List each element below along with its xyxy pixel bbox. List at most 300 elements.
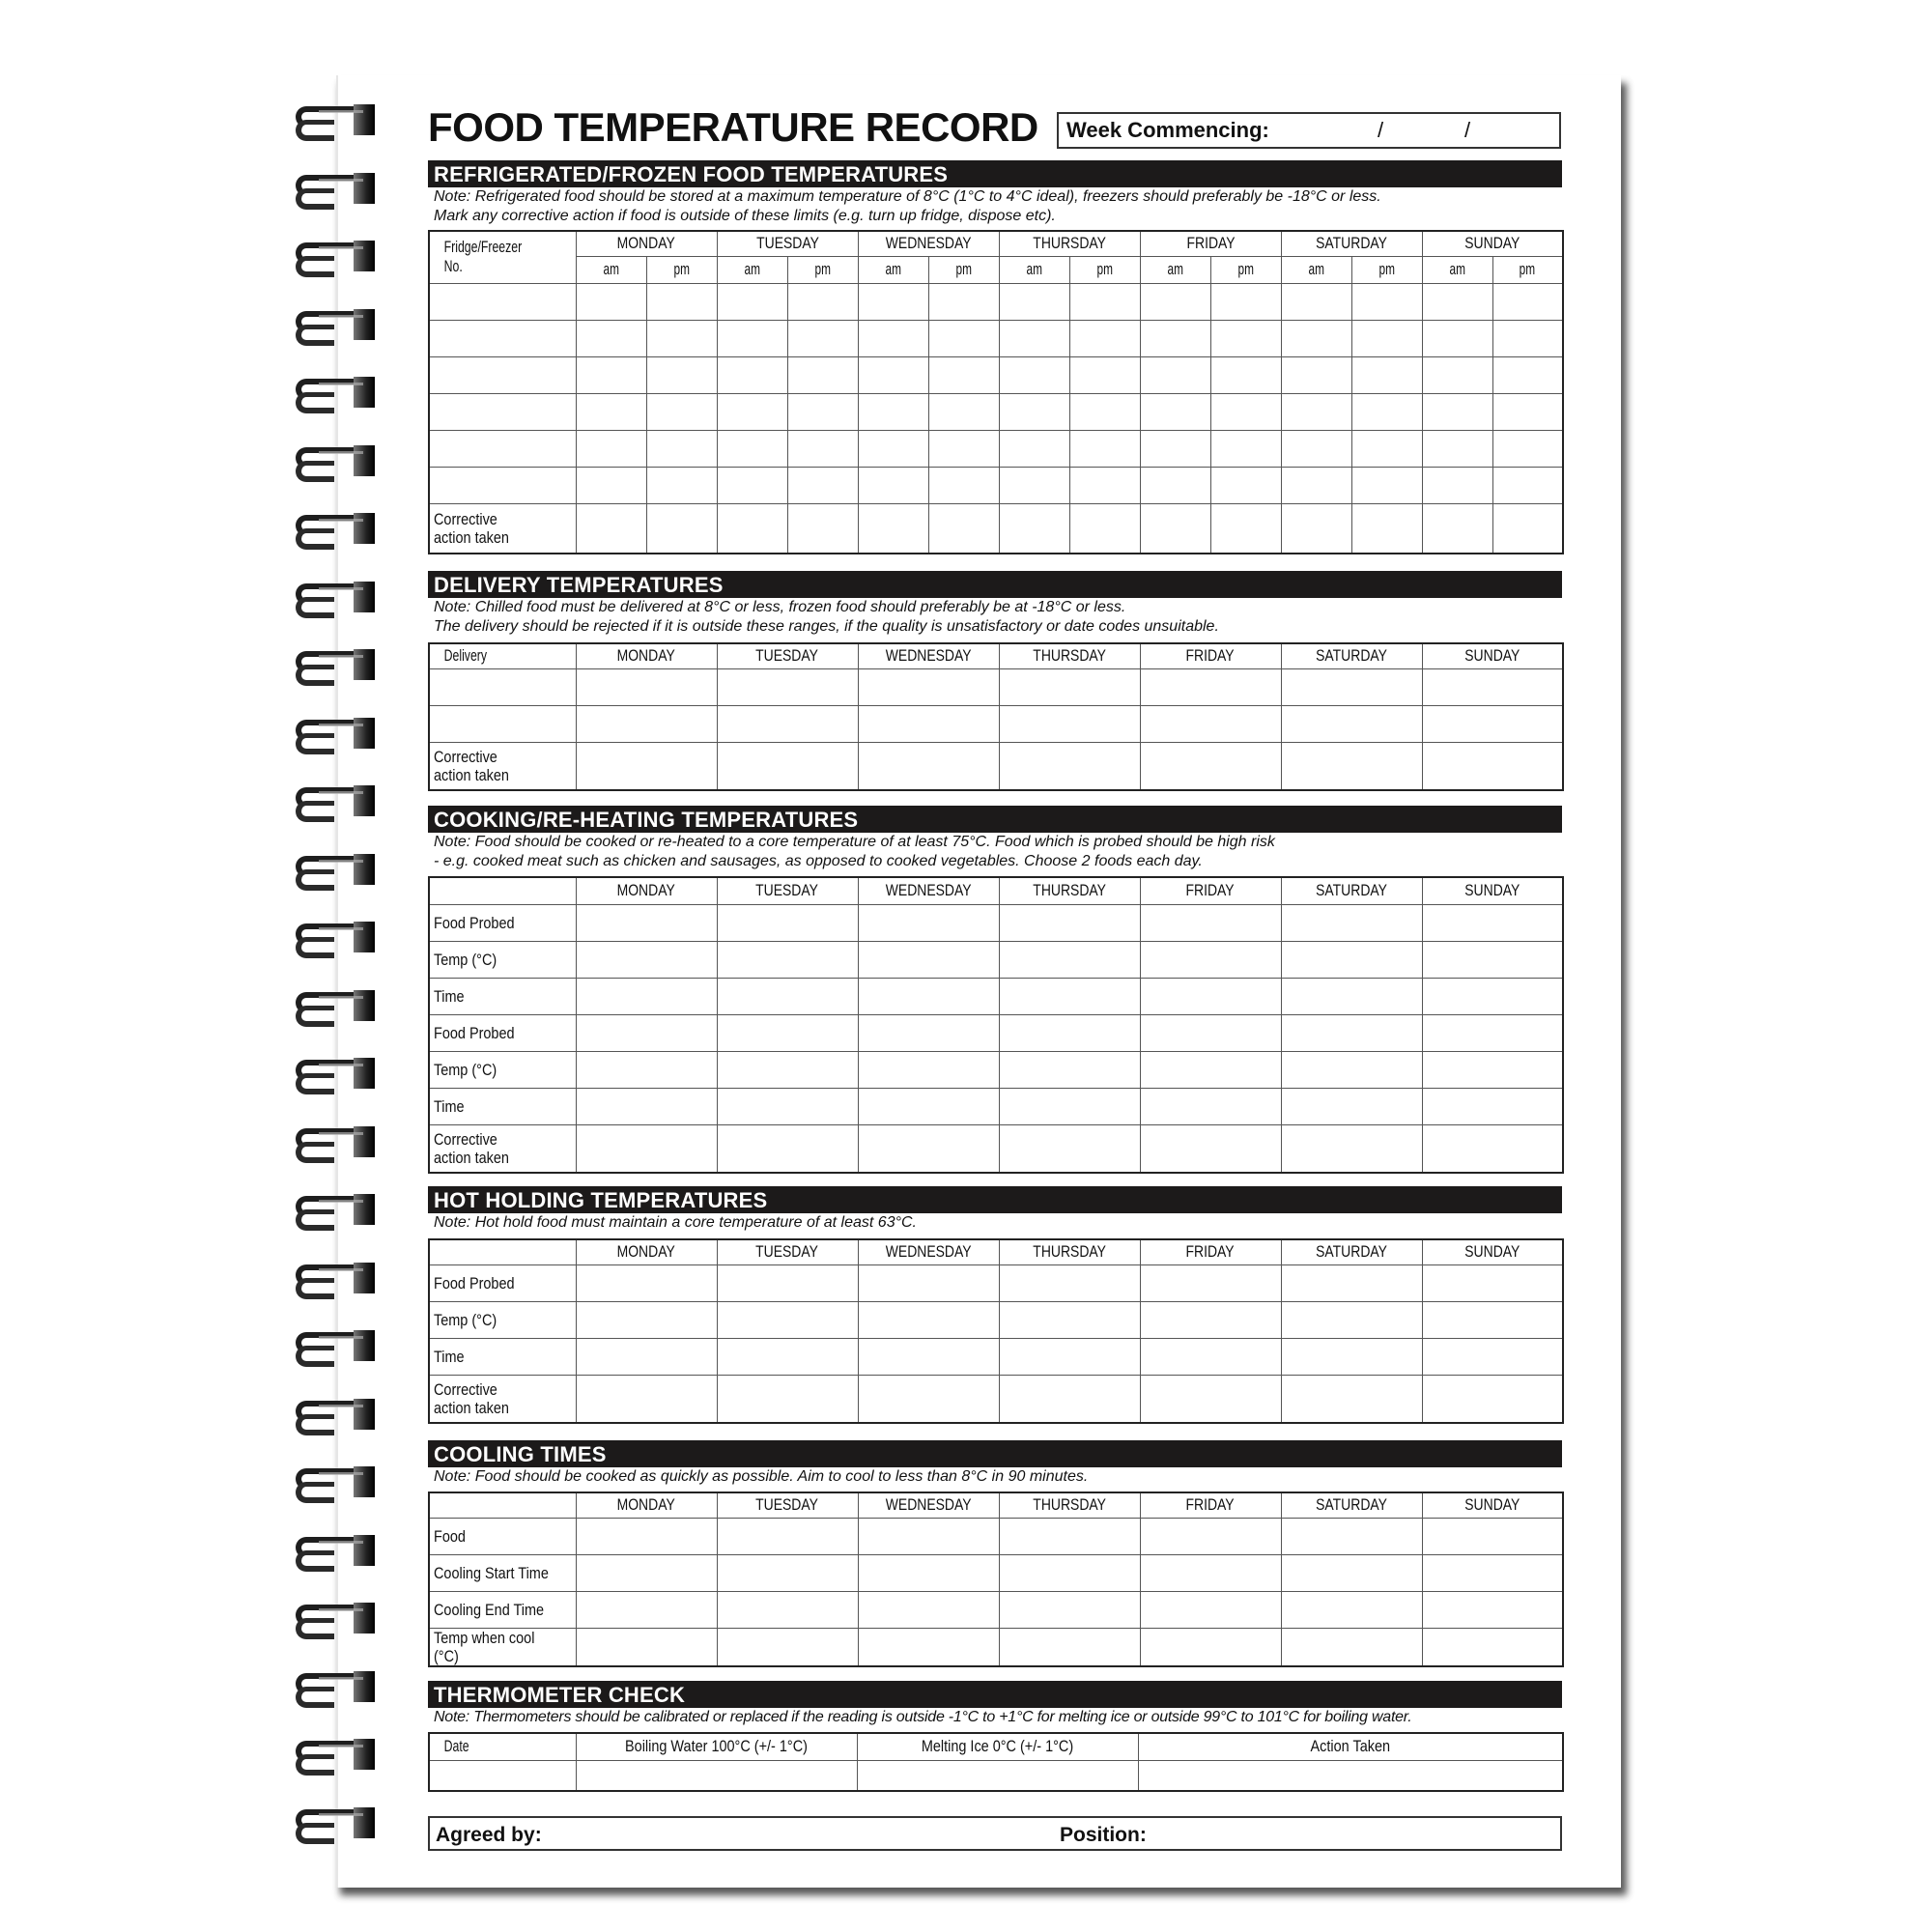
entry-cell[interactable] (1140, 1051, 1281, 1088)
entry-cell[interactable] (858, 668, 999, 705)
entry-cell[interactable] (999, 941, 1140, 978)
week-commencing-field[interactable] (1057, 112, 1561, 149)
temperature-cell[interactable] (1069, 393, 1140, 430)
entry-cell[interactable] (858, 705, 999, 742)
section-heading-hot-holding: HOT HOLDING TEMPERATURES (428, 1186, 1562, 1213)
entry-cell[interactable] (717, 941, 858, 978)
entry-cell[interactable] (858, 941, 999, 978)
corrective-action-cell[interactable] (1492, 503, 1563, 554)
row-label-header-text: Delivery (443, 646, 488, 666)
temperature-cell[interactable] (1422, 356, 1492, 393)
entry-cell[interactable] (1281, 1301, 1422, 1338)
temperature-cell[interactable] (999, 393, 1069, 430)
entry-cell[interactable] (1422, 1051, 1563, 1088)
temperature-cell[interactable] (1422, 283, 1492, 320)
temperature-cell[interactable] (576, 430, 646, 467)
entry-cell[interactable] (1140, 705, 1281, 742)
am-header (1287, 256, 1347, 283)
entry-cell[interactable] (1281, 1051, 1422, 1088)
corrective-action-cell[interactable] (1210, 503, 1281, 554)
day-header-wednesday-text: WEDNESDAY (885, 646, 972, 666)
temperature-cell[interactable] (1210, 283, 1281, 320)
temperature-cell[interactable] (1069, 320, 1140, 356)
entry-cell[interactable] (1422, 1375, 1563, 1423)
temperature-cell[interactable] (1351, 356, 1422, 393)
entry-cell[interactable] (999, 1338, 1140, 1375)
temperature-cell[interactable] (1492, 467, 1563, 503)
temperature-cell[interactable] (576, 283, 646, 320)
entry-cell[interactable] (1422, 742, 1563, 790)
entry-cell[interactable] (999, 705, 1140, 742)
day-header-friday (1140, 1492, 1281, 1518)
temperature-cell[interactable] (787, 320, 858, 356)
entry-cell[interactable] (1281, 1014, 1422, 1051)
temperature-cell[interactable] (646, 430, 717, 467)
temperature-cell[interactable] (1281, 356, 1351, 393)
entry-cell[interactable] (858, 1554, 999, 1591)
day-header-tuesday (717, 1492, 858, 1518)
entry-cell[interactable] (1422, 978, 1563, 1014)
temperature-cell[interactable] (1422, 430, 1492, 467)
temperature-cell[interactable] (1492, 320, 1563, 356)
entry-cell[interactable] (576, 1014, 717, 1051)
entry-cell[interactable] (858, 1051, 999, 1088)
entry-cell[interactable] (1140, 904, 1281, 941)
entry-cell[interactable] (1140, 1375, 1281, 1423)
entry-cell[interactable] (999, 1554, 1140, 1591)
day-header-tuesday-text: TUESDAY (755, 1242, 819, 1262)
entry-cell[interactable] (858, 742, 999, 790)
table-row (429, 1124, 1563, 1173)
corrective-action-cell[interactable] (717, 503, 787, 554)
section-heading-cooling: COOLING TIMES (428, 1440, 1562, 1467)
entry-cell[interactable] (576, 1591, 717, 1628)
temperature-cell[interactable] (1351, 467, 1422, 503)
temperature-cell[interactable] (999, 320, 1069, 356)
corrective-action-cell[interactable] (1351, 503, 1422, 554)
entry-cell[interactable] (717, 1628, 858, 1666)
entry-cell[interactable] (999, 1051, 1140, 1088)
day-header-friday-text: FRIDAY (1185, 234, 1236, 253)
entry-cell[interactable] (717, 705, 858, 742)
day-header-monday (576, 643, 717, 668)
entry-cell[interactable] (1422, 1518, 1563, 1554)
entry-cell[interactable] (1140, 1554, 1281, 1591)
temperature-cell[interactable] (787, 393, 858, 430)
entry-cell[interactable] (1422, 1591, 1563, 1628)
temperature-cell[interactable] (1492, 356, 1563, 393)
temperature-cell[interactable] (1069, 430, 1140, 467)
entry-cell[interactable] (1422, 941, 1563, 978)
thermometer-column-header-text: Date (443, 1737, 469, 1756)
entry-cell[interactable] (717, 1338, 858, 1375)
temperature-cell[interactable] (1492, 283, 1563, 320)
row-label-text: Time (434, 986, 465, 1006)
temperature-cell[interactable] (1069, 283, 1140, 320)
entry-cell[interactable] (1281, 941, 1422, 978)
day-header-monday (576, 877, 717, 904)
entry-cell[interactable] (1281, 978, 1422, 1014)
corrective-action-cell[interactable] (1069, 503, 1140, 554)
entry-cell[interactable] (576, 1628, 717, 1666)
day-header-wednesday (858, 231, 999, 256)
entry-cell[interactable] (576, 1124, 717, 1173)
fridge-number-cell[interactable] (429, 393, 576, 430)
entry-cell[interactable] (576, 668, 717, 705)
entry-cell[interactable] (1140, 1591, 1281, 1628)
temperature-cell[interactable] (858, 430, 928, 467)
temperature-cell[interactable] (928, 283, 999, 320)
fridge-number-cell[interactable] (429, 283, 576, 320)
temperature-cell[interactable] (1351, 283, 1422, 320)
day-header-friday-text: FRIDAY (1185, 646, 1236, 666)
temperature-cell[interactable] (717, 283, 787, 320)
temperature-cell[interactable] (787, 467, 858, 503)
entry-cell[interactable] (576, 904, 717, 941)
temperature-cell[interactable] (576, 393, 646, 430)
temperature-cell[interactable] (1210, 320, 1281, 356)
entry-cell[interactable] (576, 978, 717, 1014)
temperature-cell[interactable] (717, 320, 787, 356)
temperature-cell[interactable] (787, 430, 858, 467)
spiral-coil-icon (290, 515, 383, 557)
entry-cell[interactable] (1281, 668, 1422, 705)
entry-cell[interactable] (999, 978, 1140, 1014)
temperature-cell[interactable] (646, 283, 717, 320)
am-header-text: am (1449, 260, 1465, 278)
temperature-cell[interactable] (999, 430, 1069, 467)
day-header-monday-text: MONDAY (616, 1495, 676, 1515)
section-heading-thermometer: THERMOMETER CHECK (428, 1681, 1562, 1708)
entry-cell[interactable] (1140, 1124, 1281, 1173)
cooling-table (428, 1492, 1564, 1667)
temperature-cell[interactable] (576, 356, 646, 393)
entry-cell[interactable] (858, 1338, 999, 1375)
entry-cell[interactable] (858, 1264, 999, 1301)
entry-cell[interactable] (1281, 1375, 1422, 1423)
entry-cell[interactable] (999, 1124, 1140, 1173)
row-label-text: Food (434, 1526, 466, 1546)
entry-cell[interactable] (717, 1124, 858, 1173)
entry-cell[interactable] (576, 1518, 717, 1554)
am-header (1146, 256, 1206, 283)
entry-cell[interactable] (1140, 1088, 1281, 1124)
entry-cell[interactable] (717, 1014, 858, 1051)
temperature-cell[interactable] (1351, 393, 1422, 430)
entry-cell[interactable] (999, 1591, 1140, 1628)
entry-cell[interactable] (1281, 1628, 1422, 1666)
fridge-number-cell[interactable] (429, 320, 576, 356)
thermometer-column-header (597, 1733, 836, 1760)
temperature-cell[interactable] (646, 356, 717, 393)
temperature-cell[interactable] (1351, 430, 1422, 467)
entry-cell[interactable] (999, 1375, 1140, 1423)
entry-cell[interactable] (1140, 1014, 1281, 1051)
table-row (429, 1338, 1563, 1375)
entry-cell[interactable] (576, 1375, 717, 1423)
entry-cell[interactable] (999, 1088, 1140, 1124)
entry-cell[interactable] (576, 742, 717, 790)
entry-cell[interactable] (717, 904, 858, 941)
temperature-cell[interactable] (717, 356, 787, 393)
entry-cell[interactable] (576, 1554, 717, 1591)
row-label (429, 978, 576, 1014)
temperature-cell[interactable] (1422, 393, 1492, 430)
temperature-cell[interactable] (1210, 467, 1281, 503)
day-header-wednesday (858, 643, 999, 668)
corrective-action-cell[interactable] (1422, 503, 1492, 554)
entry-cell[interactable] (999, 1014, 1140, 1051)
entry-cell[interactable] (717, 1554, 858, 1591)
row-label (429, 1591, 576, 1628)
day-header-wednesday-text: WEDNESDAY (885, 1242, 972, 1262)
entry-cell[interactable] (717, 1518, 858, 1554)
entry-cell[interactable] (1281, 1124, 1422, 1173)
row-label-text: Food Probed (434, 913, 515, 932)
entry-cell[interactable] (1281, 705, 1422, 742)
spiral-coil-icon (290, 1128, 383, 1171)
temperature-cell[interactable] (858, 283, 928, 320)
temperature-cell[interactable] (999, 356, 1069, 393)
spiral-coil-icon (290, 923, 383, 966)
row-label-cell[interactable] (429, 705, 576, 742)
row-label-text: Temp when cool (°C) (434, 1628, 535, 1665)
temperature-cell[interactable] (717, 393, 787, 430)
temperature-cell[interactable] (1492, 430, 1563, 467)
entry-cell[interactable] (1422, 1338, 1563, 1375)
entry-cell[interactable] (576, 1264, 717, 1301)
temperature-cell[interactable] (717, 430, 787, 467)
entry-cell[interactable] (999, 1264, 1140, 1301)
entry-cell[interactable] (1140, 941, 1281, 978)
temperature-cell[interactable] (576, 320, 646, 356)
thermometer-entry-cell[interactable] (429, 1760, 576, 1791)
entry-cell[interactable] (999, 742, 1140, 790)
entry-cell[interactable] (1422, 1088, 1563, 1124)
temperature-cell[interactable] (1140, 467, 1210, 503)
temperature-cell[interactable] (646, 320, 717, 356)
entry-cell[interactable] (858, 1088, 999, 1124)
entry-cell[interactable] (1281, 1264, 1422, 1301)
temperature-cell[interactable] (1422, 320, 1492, 356)
day-header-thursday-text: THURSDAY (1033, 646, 1106, 666)
date-separator: / (1464, 118, 1471, 142)
entry-cell[interactable] (717, 1301, 858, 1338)
temperature-cell[interactable] (1281, 393, 1351, 430)
entry-cell[interactable] (717, 1051, 858, 1088)
corrective-action-cell[interactable] (928, 503, 999, 554)
entry-cell[interactable] (1281, 1088, 1422, 1124)
temperature-cell[interactable] (646, 467, 717, 503)
table-row (429, 904, 1563, 941)
entry-cell[interactable] (1422, 1014, 1563, 1051)
pm-header-text: pm (955, 260, 972, 278)
table-row (429, 1518, 1563, 1554)
corrective-action-cell[interactable] (646, 503, 717, 554)
fridge-number-cell[interactable] (429, 467, 576, 503)
entry-cell[interactable] (1140, 742, 1281, 790)
thermometer-entry-cell[interactable] (576, 1760, 857, 1791)
entry-cell[interactable] (1281, 1338, 1422, 1375)
row-label (429, 1014, 576, 1051)
temperature-cell[interactable] (1140, 430, 1210, 467)
day-header-monday-text: MONDAY (616, 646, 676, 666)
entry-cell[interactable] (1140, 1264, 1281, 1301)
thermometer-column-header-text: Boiling Water 100°C (+/- 1°C) (625, 1737, 808, 1756)
entry-cell[interactable] (858, 1518, 999, 1554)
thermometer-entry-cell[interactable] (857, 1760, 1138, 1791)
temperature-cell[interactable] (928, 320, 999, 356)
entry-cell[interactable] (1281, 742, 1422, 790)
entry-cell[interactable] (1281, 904, 1422, 941)
day-header-sunday-text: SUNDAY (1464, 1495, 1520, 1515)
entry-cell[interactable] (1140, 1338, 1281, 1375)
entry-cell[interactable] (1140, 1518, 1281, 1554)
day-header-tuesday (717, 643, 858, 668)
entry-cell[interactable] (717, 1591, 858, 1628)
temperature-cell[interactable] (858, 356, 928, 393)
entry-cell[interactable] (999, 1518, 1140, 1554)
temperature-cell[interactable] (1281, 283, 1351, 320)
entry-cell[interactable] (858, 904, 999, 941)
entry-cell[interactable] (1140, 978, 1281, 1014)
temperature-cell[interactable] (1069, 467, 1140, 503)
temperature-cell[interactable] (1351, 320, 1422, 356)
temperature-cell[interactable] (999, 283, 1069, 320)
temperature-cell[interactable] (1281, 467, 1351, 503)
day-header-friday (1140, 643, 1281, 668)
entry-cell[interactable] (717, 978, 858, 1014)
temperature-cell[interactable] (1210, 393, 1281, 430)
entry-cell[interactable] (1281, 1518, 1422, 1554)
entry-cell[interactable] (858, 1014, 999, 1051)
corrective-action-cell[interactable] (1140, 503, 1210, 554)
pm-header-text: pm (1520, 260, 1536, 278)
temperature-cell[interactable] (1140, 356, 1210, 393)
temperature-cell[interactable] (999, 467, 1069, 503)
entry-cell[interactable] (576, 1338, 717, 1375)
am-header-text: am (1308, 260, 1324, 278)
day-header-thursday-text: THURSDAY (1033, 1495, 1106, 1515)
entry-cell[interactable] (1281, 1591, 1422, 1628)
entry-cell[interactable] (1422, 904, 1563, 941)
corrective-action-label-text: Corrective action taken (434, 509, 509, 547)
am-header-text: am (1167, 260, 1183, 278)
corrective-action-cell[interactable] (858, 503, 928, 554)
temperature-cell[interactable] (1281, 320, 1351, 356)
entry-cell[interactable] (1140, 1628, 1281, 1666)
temperature-cell[interactable] (928, 356, 999, 393)
temperature-cell[interactable] (1140, 393, 1210, 430)
entry-cell[interactable] (999, 1628, 1140, 1666)
entry-cell[interactable] (1422, 1301, 1563, 1338)
entry-cell[interactable] (858, 1301, 999, 1338)
fridge-number-cell[interactable] (429, 430, 576, 467)
entry-cell[interactable] (1422, 705, 1563, 742)
entry-cell[interactable] (576, 705, 717, 742)
temperature-cell[interactable] (1140, 320, 1210, 356)
temperature-cell[interactable] (1140, 283, 1210, 320)
entry-cell[interactable] (858, 1591, 999, 1628)
temperature-cell[interactable] (1210, 430, 1281, 467)
table-row (429, 283, 1563, 320)
entry-cell[interactable] (1422, 668, 1563, 705)
entry-cell[interactable] (717, 742, 858, 790)
corrective-action-cell[interactable] (999, 503, 1069, 554)
temperature-cell[interactable] (928, 393, 999, 430)
corrective-action-cell[interactable] (576, 503, 646, 554)
temperature-cell[interactable] (787, 356, 858, 393)
temperature-cell[interactable] (1492, 393, 1563, 430)
row-label (429, 1051, 576, 1088)
entry-cell[interactable] (717, 1375, 858, 1423)
entry-cell[interactable] (858, 1375, 999, 1423)
temperature-cell[interactable] (928, 430, 999, 467)
entry-cell[interactable] (717, 668, 858, 705)
entry-cell[interactable] (717, 1264, 858, 1301)
thermometer-entry-cell[interactable] (1138, 1760, 1563, 1791)
temperature-cell[interactable] (717, 467, 787, 503)
entry-cell[interactable] (717, 1088, 858, 1124)
entry-cell[interactable] (858, 1628, 999, 1666)
cooking-table (428, 876, 1564, 1174)
temperature-cell[interactable] (1069, 356, 1140, 393)
table-row (429, 393, 1563, 430)
entry-cell[interactable] (858, 978, 999, 1014)
temperature-cell[interactable] (928, 467, 999, 503)
entry-cell[interactable] (1422, 1124, 1563, 1173)
row-label-header (440, 1239, 564, 1264)
row-label-text: Food Probed (434, 1273, 515, 1293)
spiral-coil-icon (290, 1264, 383, 1307)
entry-cell[interactable] (1422, 1264, 1563, 1301)
row-label-text: Cooling Start Time (434, 1563, 549, 1582)
day-header-thursday-text: THURSDAY (1033, 1242, 1106, 1262)
refrigerated-table (428, 230, 1564, 554)
day-header-friday (1140, 231, 1281, 256)
entry-cell[interactable] (576, 1301, 717, 1338)
temperature-cell[interactable] (1210, 356, 1281, 393)
temperature-cell[interactable] (858, 467, 928, 503)
entry-cell[interactable] (1422, 1554, 1563, 1591)
entry-cell[interactable] (999, 668, 1140, 705)
day-header-friday-text: FRIDAY (1185, 1495, 1236, 1515)
temperature-cell[interactable] (646, 393, 717, 430)
fridge-number-cell[interactable] (429, 356, 576, 393)
entry-cell[interactable] (576, 941, 717, 978)
entry-cell[interactable] (858, 1124, 999, 1173)
pm-header-text: pm (673, 260, 690, 278)
corrective-action-cell[interactable] (1281, 503, 1351, 554)
entry-cell[interactable] (576, 1088, 717, 1124)
temperature-cell[interactable] (1281, 430, 1351, 467)
entry-cell[interactable] (576, 1051, 717, 1088)
entry-cell[interactable] (1422, 1628, 1563, 1666)
entry-cell[interactable] (1281, 1554, 1422, 1591)
temperature-cell[interactable] (576, 467, 646, 503)
entry-cell[interactable] (1140, 1301, 1281, 1338)
temperature-cell[interactable] (858, 393, 928, 430)
entry-cell[interactable] (999, 1301, 1140, 1338)
corrective-action-cell[interactable] (787, 503, 858, 554)
temperature-cell[interactable] (858, 320, 928, 356)
temperature-cell[interactable] (1422, 467, 1492, 503)
entry-cell[interactable] (1140, 668, 1281, 705)
row-label-cell[interactable] (429, 668, 576, 705)
temperature-cell[interactable] (787, 283, 858, 320)
table-row (429, 1264, 1563, 1301)
entry-cell[interactable] (999, 904, 1140, 941)
